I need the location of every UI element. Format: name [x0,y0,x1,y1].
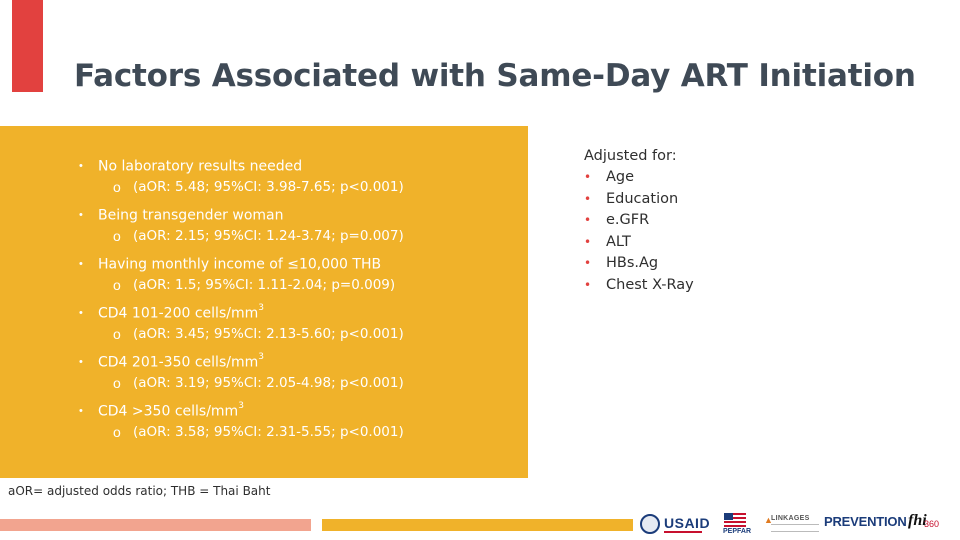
linkages-logo: LINKAGES [771,515,810,522]
usaid-underline [664,531,702,533]
factor-name [98,158,302,175]
factor-name-text: Having monthly income of ≤10,000 THB [98,256,382,273]
factor-item [79,207,519,256]
factor-item [79,305,519,354]
adjusted-item [584,255,677,277]
factor-stat: (aOR: 2.15; 95%CI: 1.24-3.74; p=0.007) [133,228,404,244]
factor-superscript: 3 [258,303,264,313]
bullet-icon: • [584,234,592,249]
factor-list [79,158,519,452]
pepfar-logo: PEPFAR [723,528,752,535]
adjusted-item [584,276,694,299]
footnote: aOR= adjusted odds ratio; THB = Thai Baht [8,484,271,498]
adjusted-item-label: Age [606,169,635,185]
adjusted-for-box [584,148,694,299]
factor-name-text: CD4 201-350 cells/mm [98,354,259,371]
adjusted-item-label: HBs.Ag [606,255,659,272]
factor-name [98,354,264,371]
factor-name [98,207,284,224]
factor-name [98,403,244,420]
adjusted-item-label: Education [606,190,679,207]
factor-superscript: 3 [238,401,244,411]
sub-bullet-icon: o [113,375,121,391]
factor-item [79,354,519,403]
adjusted-item-label: ALT [606,233,631,250]
usaid-logo: USAID [664,515,711,531]
bullet-icon: • [584,256,592,271]
bullet-icon: • [79,405,83,417]
factor-superscript: 3 [258,352,264,362]
factor-item [79,403,519,452]
sub-bullet-icon: o [113,424,121,440]
bullet-icon: • [79,307,83,319]
sub-bullet-icon: o [113,326,121,342]
adjusted-for-title: Adjusted for: [584,148,677,164]
factor-stat: (aOR: 5.48; 95%CI: 3.98-7.65; p<0.001) [133,179,404,195]
fhi-logo: fhi [908,512,927,529]
sub-bullet-icon: o [113,179,121,195]
adjusted-item [584,191,677,213]
factor-stat: (aOR: 3.19; 95%CI: 2.05-4.98; p<0.001) [133,375,404,391]
bullet-icon: • [79,258,83,270]
factor-stat: (aOR: 3.45; 95%CI: 2.13-5.60; p<0.001) [133,326,404,342]
bullet-icon: • [79,356,83,368]
factor-stat: (aOR: 3.58; 95%CI: 2.31-5.55; p<0.001) [133,424,404,440]
factor-name-text: CD4 >350 cells/mm [98,403,239,420]
bullet-icon: • [584,191,592,206]
adjusted-item [584,212,677,234]
linkages-tagline [771,524,819,532]
slide-title: Factors Associated with Same-Day ART Initiation [74,58,916,94]
usaid-seal-icon [640,514,660,534]
adjusted-item [584,234,677,256]
fhi-360-mark: 360 [924,519,940,529]
flag-icon [724,513,746,527]
footer-stripe-right [322,519,633,531]
sub-bullet-icon: o [113,277,121,293]
factor-item [79,158,519,207]
footer-stripe-left [0,519,311,531]
linkages-triangle-icon: ▲ [764,515,773,525]
factor-item [79,256,519,305]
factor-name-text: Being transgender woman [98,207,284,224]
bullet-icon: • [584,277,592,292]
adjusted-item [584,169,677,191]
bullet-icon: • [79,209,83,221]
adjusted-item-label: Chest X-Ray [606,276,694,293]
title-accent-bar [12,0,43,92]
bullet-icon: • [584,213,592,228]
factor-name [98,256,381,273]
adjusted-item-label: e.GFR [606,212,650,229]
bullet-icon: • [584,170,592,184]
factor-name-text: CD4 101-200 cells/mm [98,305,259,322]
factor-name-text: No laboratory results needed [98,158,303,175]
factor-name [98,305,264,322]
factor-stat: (aOR: 1.5; 95%CI: 1.11-2.04; p=0.009) [133,277,396,293]
prevention-logo: PREVENTION [824,514,907,529]
sub-bullet-icon: o [113,228,121,244]
bullet-icon: • [79,160,83,172]
